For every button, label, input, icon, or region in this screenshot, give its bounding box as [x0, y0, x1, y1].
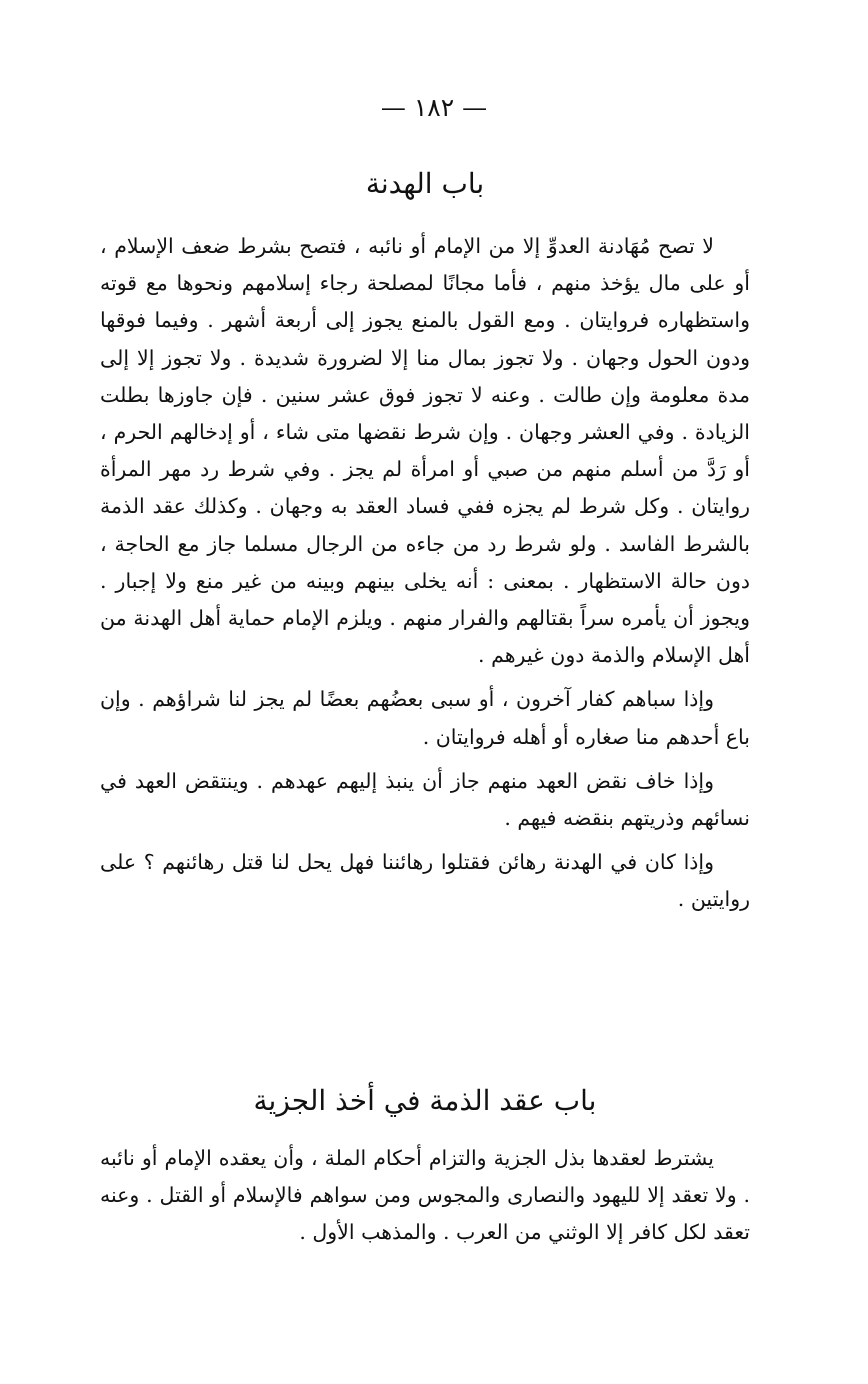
- paragraph: وإذا خاف نقض العهد منهم جاز أن ينبذ إليهم عهدهم . وينتقض العهد في نسائهم وذريتهم بنقضه فيهم .: [100, 768, 750, 831]
- paragraph: يشترط لعقدها بذل الجزية والتزام أحكام الملة ، وأن يعقده الإمام أو نائبه . ولا تعقد إلا لليهود والنصارى والمجوس ومن سواهم فالإسلام أو القتل . وعنه تعقد لكل كافر إلا الوثني من العرب . والمذهب الأول .: [100, 1146, 750, 1245]
- section-body-dhimma: [100, 1140, 750, 1252]
- section-heading-dhimma: باب عقد الذمة في أخذ الجزية: [253, 1084, 597, 1117]
- paragraph: لا تصح مُهَادنة العدوِّ إلا من الإمام أو نائبه ، فتصح بشرط ضعف الإسلام ، أو على مال يؤخذ منهم ، فأما مجانًا لمصلحة رجاء إسلامهم ونحوها مع قوته واستظهاره فروايتان . ومع القول بالمنع يجوز إلى أربعة أشهر . وفيما فوقها ودون الحول وجهان . ولا تجوز بمال منا إلا لضرورة شديدة . ولا تجوز إلا إلى مدة معلومة وإن طالت . وعنه لا تجوز فوق عشر سنين . فإن جاوزها بطلت الزيادة . وفي العشر وجهان . وإن شرط نقضها متى شاء ، أو إدخالهم الحرم ، أو رَدَّ من أسلم منهم من صبي أو امرأة لم يجز . وفي شرط رد مهر المرأة روايتان . وكل شرط لم يجزه ففي فساد العقد به وجهان . وكذلك عقد الذمة بالشرط الفاسد . ولو شرط رد من جاءه من الرجال مسلما جاز مع الحاجة ، دون حالة الاستظهار . بمعنى : أنه يخلى بينهم وبينه من غير منع ولا إجبار . ويجوز أن يأمره سراً بقتالهم والفرار منهم . ويلزم الإمام حماية أهل الهدنة من أهل الإسلام والذمة دون غيرهم .: [100, 234, 750, 668]
- paragraph: وإذا كان في الهدنة رهائن فقتلوا رهائننا فهل يحل لنا قتل رهائنهم ؟ على روايتين .: [100, 850, 750, 912]
- section-body-truce: [100, 228, 750, 919]
- section-heading-truce: باب الهدنة: [365, 167, 485, 200]
- page-number: — ١٨٢ —: [380, 93, 488, 122]
- paragraph: وإذا سباهم كفار آخرون ، أو سبى بعضُهم بعضًا لم يجز لنا شراؤهم . وإن باع أحدهم منا صغاره أو أهله فروايتان .: [100, 687, 750, 749]
